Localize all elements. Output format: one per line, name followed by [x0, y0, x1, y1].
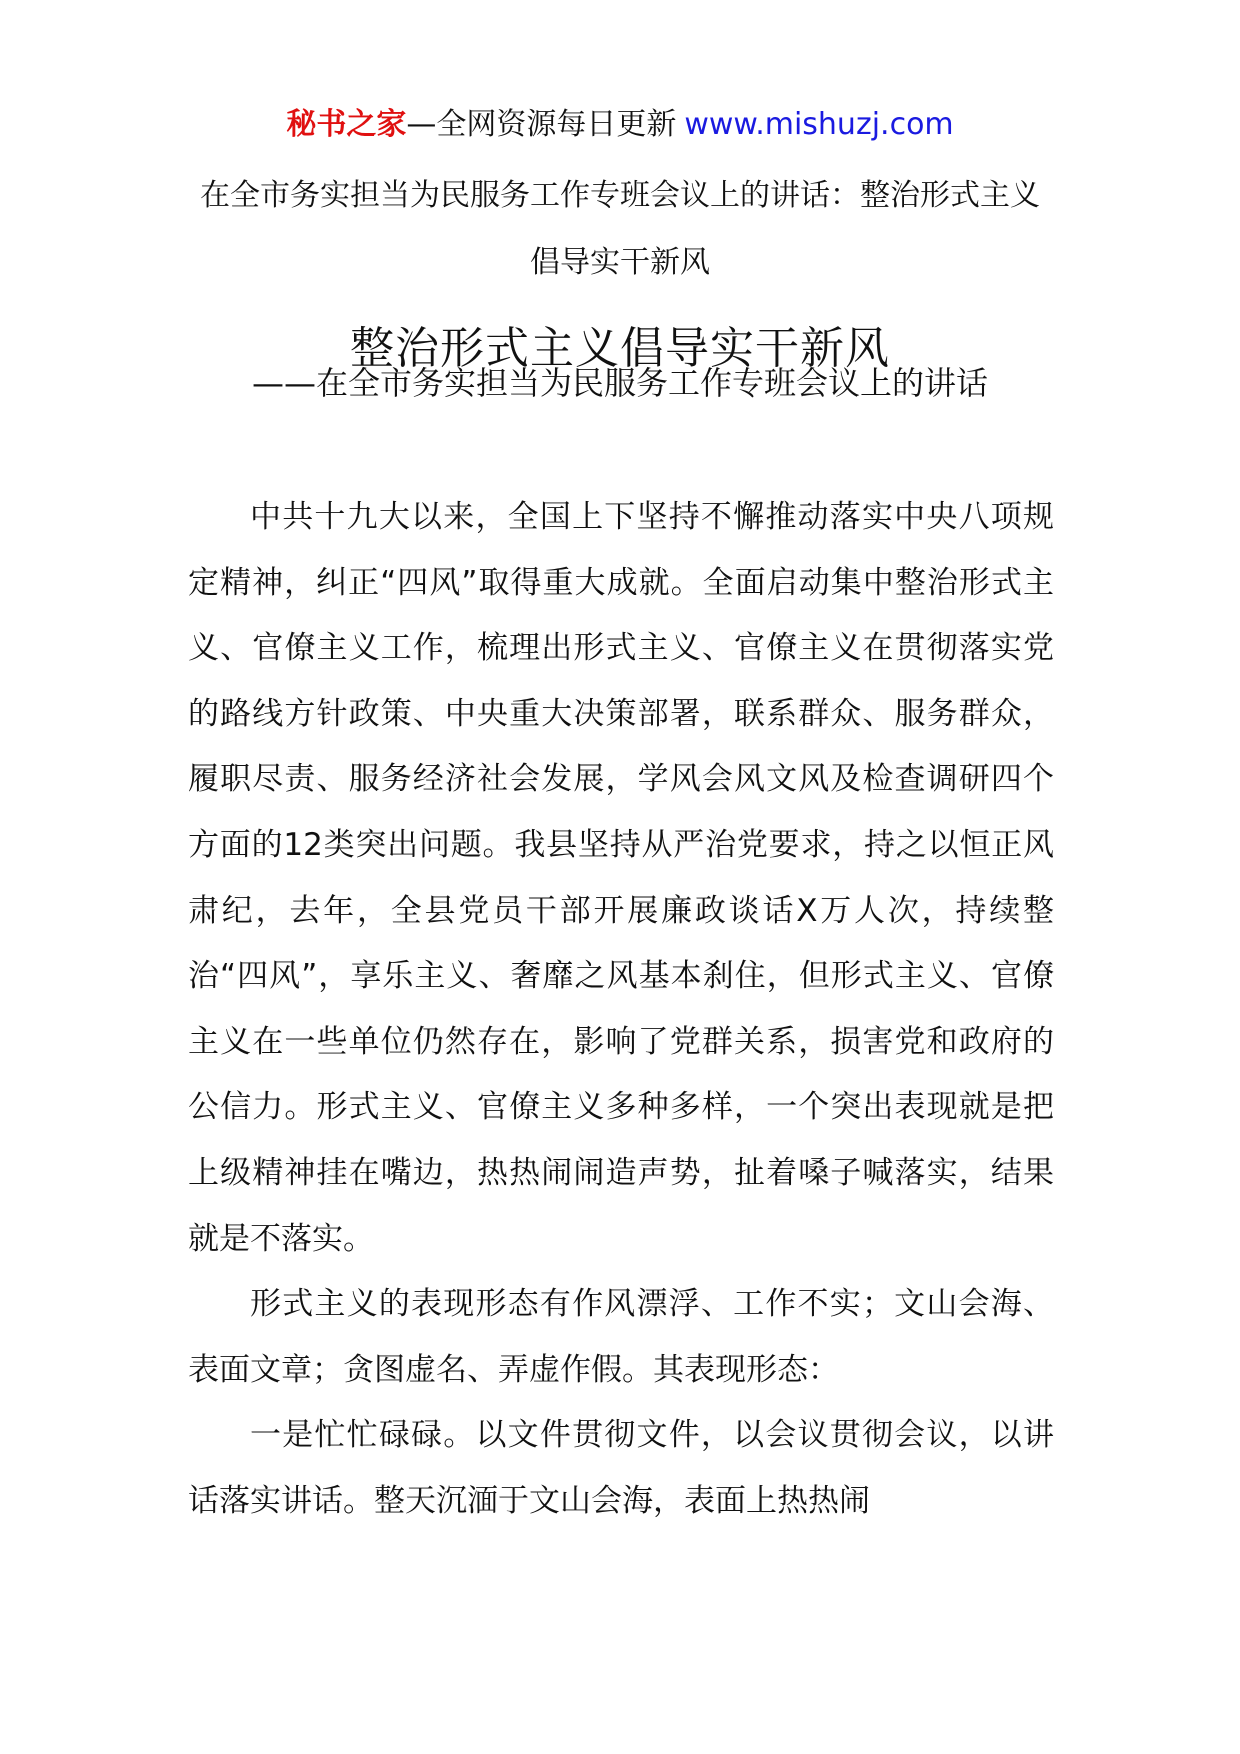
site-url-link[interactable]: www.mishuzj.com	[684, 107, 954, 142]
site-header	[0, 100, 1240, 150]
paragraph-3: 一是忙忙碌碌。以文件贯彻文件，以会议贯彻会议，以讲话落实讲话。整天沉湎于文山会海，表面上热热闹	[188, 1417, 1054, 1519]
main-title: 整治形式主义倡导实干新风	[350, 323, 890, 375]
document-title: 在全市务实担当为民服务工作专班会议上的讲话：整治形式主义倡导实干新风	[200, 178, 1040, 280]
paragraph-1: 中共十九大以来，全国上下坚持不懈推动落实中央八项规定精神，纠正“四风”取得重大成就。全面启动集中整治形式主义、官僚主义工作，梳理出形式主义、官僚主义在贯彻落实党的路线方针政策、中央重大决策部署，联系群众、服务群众，履职尽责、服务经济社会发展，学风会风文风及检查调研四个方面的12类突出问题。我县坚持从严治党要求，持之以恒正风肃纪，去年，全县党员干部开展廉政谈话X万人次，持续整治“四风”，享乐主义、奢靡之风基本刹住，但形式主义、官僚主义在一些单位仍然存在，影响了党群关系，损害党和政府的公信力。形式主义、官僚主义多种多样，一个突出表现就是把上级精神挂在嘴边，热热闹闹造声势，扯着嗓子喊落实，结果就是不落实。	[188, 499, 1054, 1257]
brand-name: 秘书之家	[286, 107, 407, 142]
header-tagline: —全网资源每日更新	[406, 107, 677, 142]
body-text	[188, 485, 1054, 1535]
paragraph-2: 形式主义的表现形态有作风漂浮、工作不实；文山会海、表面文章；贪图虚名、弄虚作假。其表现形态：	[188, 1286, 1054, 1388]
sub-title: ——在全市务实担当为民服务工作专班会议上的讲话	[251, 364, 988, 402]
